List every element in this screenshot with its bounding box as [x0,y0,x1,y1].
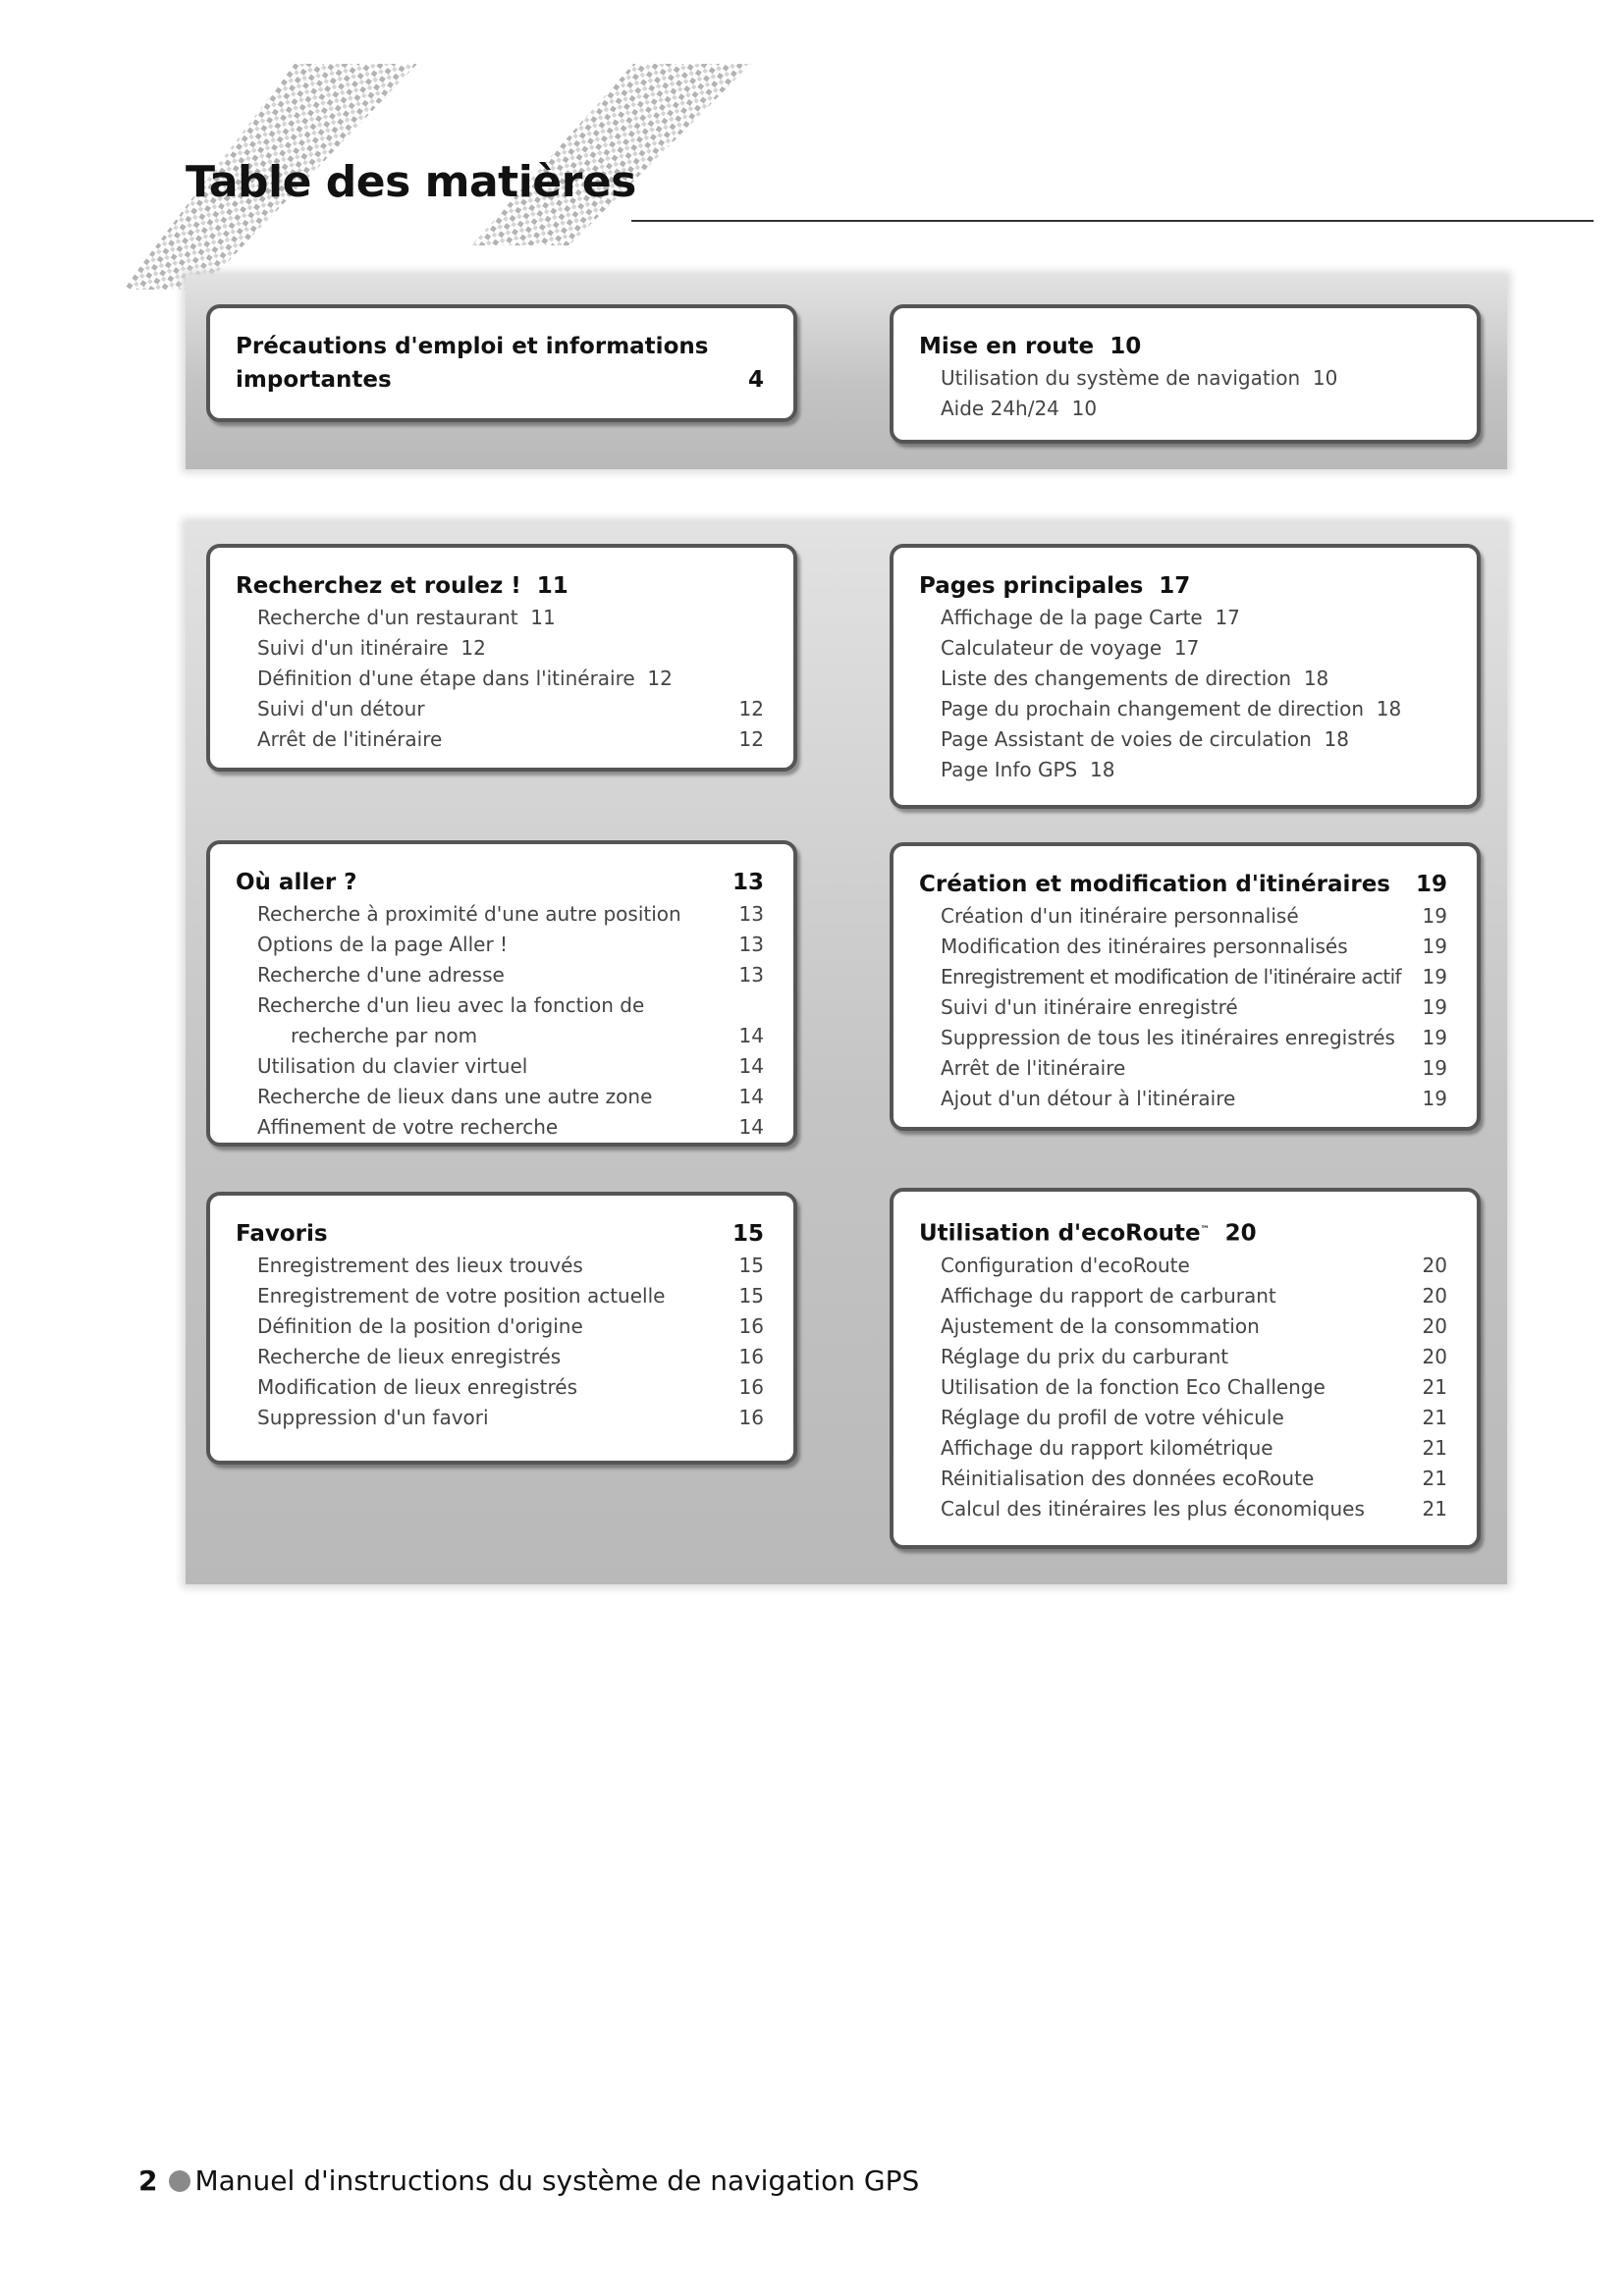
toc-entry[interactable] [236,1311,764,1342]
entry-label: Recherche de lieux dans une autre zone [257,1085,653,1108]
card-recherchez-et-roulez [206,544,797,772]
toc-heading[interactable] [236,330,764,397]
heading-label: Mise en route [919,334,1095,359]
card-ou-aller [206,840,797,1147]
entry-page: 14 [738,1024,764,1047]
heading-page: 10 [1110,334,1142,359]
toc-list [919,901,1447,1114]
entry-label: Suppression de tous les itinéraires enregistrés [941,1026,1395,1049]
toc-entry[interactable] [236,724,764,755]
entry-page: 19 [1422,995,1447,1019]
entry-label: Recherche d'un lieu avec la fonction de [257,993,645,1017]
entry-page: 14 [738,1054,764,1078]
card-favoris [206,1192,797,1465]
toc-entry[interactable] [236,603,764,633]
entry-page: 20 [1422,1253,1447,1277]
toc-entry[interactable] [919,1053,1447,1084]
entry-page: 21 [1422,1466,1447,1490]
toc-entry[interactable] [236,1342,764,1372]
toc-entry[interactable] [919,992,1447,1023]
card-mise-en-route [890,304,1481,444]
toc-heading[interactable] [919,868,1447,901]
entry-label: Page Assistant de voies de circulation [941,727,1312,751]
footer-text: Manuel d'instructions du système de navigation GPS [194,2164,920,2197]
toc-entry[interactable] [919,1494,1447,1524]
entry-label: Modification de lieux enregistrés [257,1375,577,1399]
entry-label: Création d'un itinéraire personnalisé [941,904,1299,928]
entry-page: 21 [1422,1496,1447,1521]
heading-page: 11 [536,573,568,599]
card-pages-principales [890,544,1481,809]
heading-page: 15 [731,1221,764,1247]
heading-label: Favoris [236,1221,328,1247]
entry-label: Options de la page Aller ! [257,933,509,956]
entry-page: 20 [1422,1344,1447,1368]
heading-label: Où aller ? [236,870,357,895]
entry-page: 19 [1422,1026,1447,1049]
entry-label: Liste des changements de direction [941,667,1292,690]
entry-label: Affichage de la page Carte [941,606,1203,629]
toc-entry[interactable] [919,1433,1447,1464]
entry-page: 19 [1422,934,1447,958]
entry-page: 21 [1422,1435,1447,1460]
entry-label-continued: recherche par nom [291,1024,478,1047]
toc-entry[interactable] [236,1281,764,1311]
entry-page: 13 [738,963,764,987]
heading-label: Recherchez et roulez ! [236,573,521,599]
toc-entry[interactable] [919,1342,1447,1372]
entry-page: 10 [1071,397,1098,420]
toc-entry[interactable] [236,1082,764,1112]
entry-page: 17 [1173,636,1200,660]
card-precautions [206,304,797,422]
toc-entry[interactable] [919,694,1447,724]
toc-list [236,1251,764,1433]
entry-page: 14 [738,1085,764,1108]
entry-label: Affichage du rapport kilométrique [941,1435,1273,1460]
entry-label: Réglage du profil de votre véhicule [941,1405,1284,1429]
entry-page: 19 [1422,1056,1447,1080]
toc-entry[interactable] [236,1051,764,1082]
toc-entry[interactable] [919,1023,1447,1053]
entry-label: Recherche d'un restaurant [257,606,518,629]
toc-heading[interactable] [236,569,764,603]
toc-entry[interactable] [919,1403,1447,1433]
entry-label: Modification des itinéraires personnalisés [941,934,1348,958]
toc-entry[interactable] [919,724,1447,755]
entry-label: Arrêt de l'itinéraire [941,1056,1126,1080]
toc-entry[interactable] [236,930,764,960]
entry-label: Ajout d'un détour à l'itinéraire [941,1087,1236,1110]
toc-heading[interactable] [236,866,764,899]
title-rule [631,220,1594,222]
toc-entry[interactable] [236,899,764,930]
entry-page: 12 [460,636,486,660]
page-footer [138,2164,919,2197]
entry-page: 13 [738,902,764,926]
entry-label: Page du prochain changement de direction [941,697,1365,721]
bullet-icon [169,2170,190,2192]
toc-entry[interactable] [919,932,1447,962]
entry-label: Enregistrement des lieux trouvés [257,1254,583,1277]
toc-entry[interactable] [919,1464,1447,1494]
entry-page: 19 [1422,965,1447,988]
toc-list [236,899,764,1143]
entry-label: Suivi d'un détour [257,697,425,721]
toc-entry[interactable] [919,1084,1447,1114]
entry-label: Page Info GPS [941,758,1078,781]
heading-page: 17 [1159,573,1191,599]
entry-page: 13 [738,933,764,956]
entry-label: Utilisation du clavier virtuel [257,1054,528,1078]
entry-label: Configuration d'ecoRoute [941,1253,1190,1277]
heading-label-line2: importantes [236,367,392,393]
entry-page: 21 [1422,1374,1447,1399]
entry-label: Affinement de votre recherche [257,1115,559,1139]
heading-label: Pages principales [919,573,1144,599]
entry-label: Définition d'une étape dans l'itinéraire [257,667,635,690]
toc-entry[interactable] [236,664,764,694]
toc-list [236,603,764,755]
toc-entry[interactable] [236,1112,764,1143]
heading-label: Précautions d'emploi et informations [236,334,709,359]
heading-page: 13 [731,870,764,895]
entry-page: 20 [1422,1313,1447,1338]
entry-page: 12 [647,667,673,690]
toc-heading[interactable] [919,569,1447,603]
toc-heading[interactable] [236,1217,764,1251]
entry-label: Réglage du prix du carburant [941,1344,1229,1368]
page-number: 2 [138,2164,158,2197]
entry-label: Ajustement de la consommation [941,1313,1260,1338]
entry-page: 20 [1422,1283,1447,1308]
toc-list [919,363,1447,424]
entry-page: 21 [1422,1405,1447,1429]
toc-heading[interactable] [919,330,1447,363]
entry-label: Enregistrement et modification de l'itinéraire actif [941,965,1401,988]
entry-label: Définition de la position d'origine [257,1314,583,1338]
heading-page: 4 [747,367,764,393]
card-ecoroute [890,1188,1481,1549]
toc-entry[interactable] [236,1372,764,1403]
entry-label: Suivi d'un itinéraire [257,636,449,660]
entry-page: 19 [1422,904,1447,928]
card-creation-itineraires [890,842,1481,1131]
heading-page: 19 [1415,872,1447,897]
toc-entry[interactable] [919,1251,1447,1281]
entry-page: 14 [738,1115,764,1139]
entry-page: 17 [1215,606,1240,629]
entry-page: 12 [738,697,764,721]
toc-entry[interactable] [919,603,1447,633]
entry-label: Suivi d'un itinéraire enregistré [941,995,1238,1019]
toc-entry[interactable] [236,960,764,990]
entry-page: 10 [1312,366,1338,390]
heading-label: Création et modification d'itinéraires [919,872,1391,897]
entry-label: Recherche à proximité d'une autre position [257,902,681,926]
toc-entry[interactable] [236,1403,764,1433]
entry-page: 15 [738,1284,764,1308]
toc-entry[interactable] [236,990,764,1051]
entry-label: Utilisation de la fonction Eco Challenge [941,1374,1326,1399]
toc-entry[interactable] [919,1372,1447,1403]
entry-page: 16 [738,1375,764,1399]
heading-page: 20 [1224,1220,1257,1247]
toc-entry[interactable] [919,363,1447,394]
entry-page: 15 [738,1254,764,1277]
entry-label: Aide 24h/24 [941,397,1059,420]
entry-label: Calcul des itinéraires les plus économiques [941,1496,1365,1521]
toc-entry[interactable] [236,633,764,664]
toc-list [919,603,1447,785]
heading-label: Utilisation d'ecoRoute [919,1220,1201,1247]
entry-page: 12 [738,727,764,751]
entry-page: 16 [738,1406,764,1429]
toc-list [919,1251,1447,1524]
entry-page: 18 [1324,727,1349,751]
toc-entry[interactable] [919,901,1447,932]
entry-label: Arrêt de l'itinéraire [257,727,443,751]
toc-entry[interactable] [919,755,1447,785]
entry-label: Recherche de lieux enregistrés [257,1345,562,1368]
entry-label: Réinitialisation des données ecoRoute [941,1466,1315,1490]
toc-entry[interactable] [236,1251,764,1281]
entry-label: Utilisation du système de navigation [941,366,1301,390]
toc-entry[interactable] [919,394,1447,424]
entry-label: Affichage du rapport de carburant [941,1283,1276,1308]
entry-label: Calculateur de voyage [941,636,1163,660]
toc-entry[interactable] [236,694,764,724]
entry-page: 19 [1422,1087,1447,1110]
entry-label: Enregistrement de votre position actuelle [257,1284,666,1308]
trademark-symbol: ™ [1200,1225,1210,1235]
page-title: Table des matières [186,157,636,207]
entry-label: Recherche d'une adresse [257,963,505,987]
entry-page: 11 [530,606,556,629]
toc-entry[interactable] [919,1281,1447,1311]
entry-page: 16 [738,1314,764,1338]
entry-label: Suppression d'un favori [257,1406,489,1429]
entry-page: 18 [1303,667,1329,690]
toc-entry[interactable] [919,633,1447,664]
toc-heading[interactable] [919,1213,1447,1251]
entry-page: 18 [1376,697,1402,721]
entry-page: 18 [1089,758,1115,781]
entry-page: 16 [738,1345,764,1368]
toc-entry[interactable] [919,962,1447,992]
toc-entry[interactable] [919,1311,1447,1342]
toc-entry[interactable] [919,664,1447,694]
